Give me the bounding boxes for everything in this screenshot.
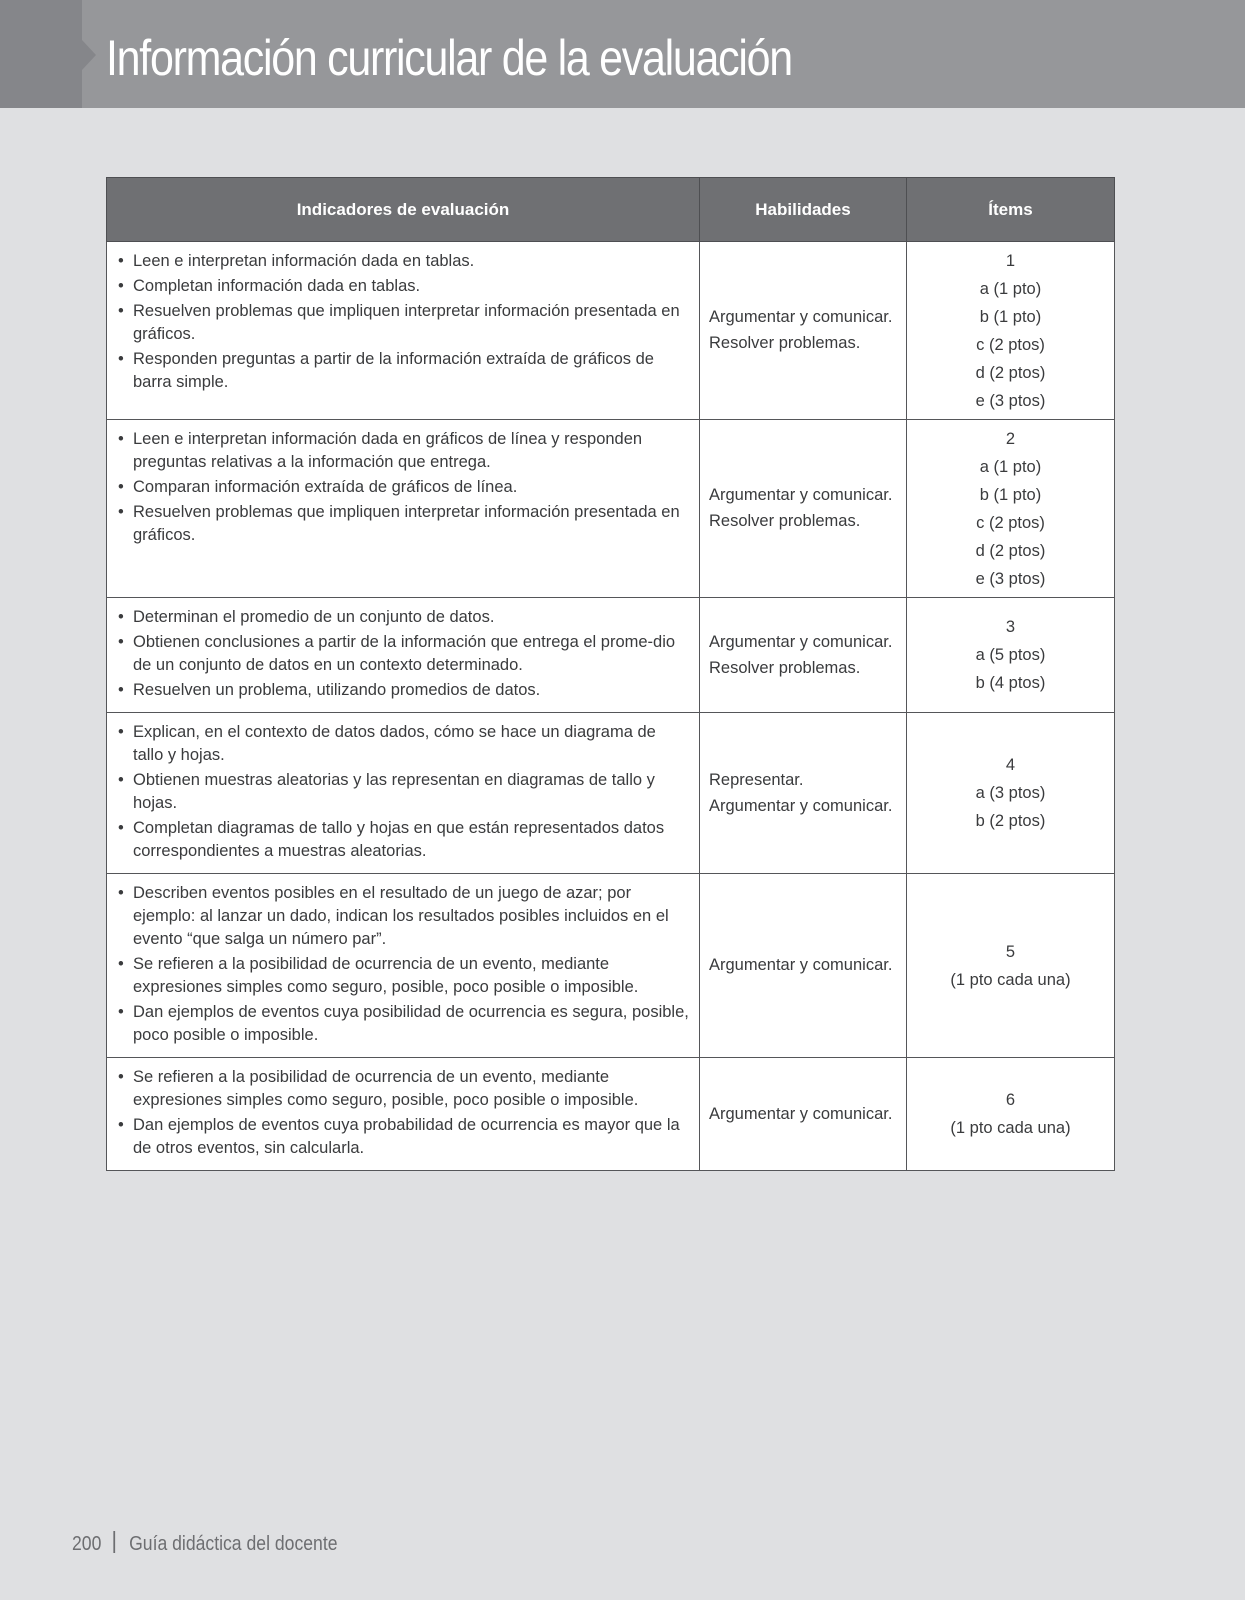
item-score: e (3 ptos) [975,569,1046,588]
indicator-item: • Resuelven problemas que impliquen interpretar información presentada en gráficos. [115,501,689,547]
indicator-item: • Resuelven problemas que impliquen interpretar información presentada en gráficos. [115,300,689,346]
item-score: c (2 ptos) [976,335,1045,354]
item-number: 4 [1005,756,1016,774]
skill-label: Resolver problemas. [709,512,861,530]
indicator-item: • Obtienen conclusiones a partir de la información que entrega el prome-dio de un conjunto de datos en un contexto determinado. [115,631,689,677]
table-row [107,1058,1115,1171]
item-score: e (3 ptos) [975,391,1046,410]
indicator-item: • Determinan el promedio de un conjunto de datos. [115,606,689,629]
table-row [107,420,1115,598]
item-score: c (2 ptos) [976,513,1045,532]
table-row [107,713,1115,874]
indicator-list [115,1066,689,1160]
items-cell [907,1058,1115,1171]
indicators-cell [107,420,700,598]
item-number: 5 [1005,942,1016,961]
skill-label: Resolver problemas. [709,334,861,352]
skills-cell [700,598,907,713]
indicator-item: • Explican, en el contexto de datos dados, cómo se hace un diagrama de tallo y hojas. [115,721,689,767]
header-arrow-icon [82,40,96,70]
indicator-list [115,882,689,1047]
indicator-item: • Obtienen muestras aleatorias y las representan en diagramas de tallo y hojas. [115,769,689,815]
indicator-list [115,250,689,394]
skills-cell [700,420,907,598]
item-score: a (1 pto) [979,279,1042,298]
item-score: (1 pto cada una) [950,1119,1071,1137]
items-cell [907,420,1115,598]
indicator-item: • Describen eventos posibles en el resultado de un juego de azar; por ejemplo: al lanzar un dado, indican los resultados posibles incluidos en el evento “que salga un número par”. [115,882,689,951]
indicator-item: • Comparan información extraída de gráficos de línea. [115,476,689,499]
indicator-item: • Dan ejemplos de eventos cuya posibilidad de ocurrencia es segura, posible, poco posible o imposible. [115,1001,689,1047]
curriculum-table [106,177,1115,1171]
indicators-cell [107,242,700,420]
item-number: 2 [1005,429,1016,448]
page-footer [72,1531,337,1556]
table-body [107,242,1115,1171]
item-score: a (3 ptos) [975,784,1046,802]
header-skills: Habilidades [700,178,907,242]
indicators-cell [107,1058,700,1171]
skill-label: Argumentar y comunicar. [709,486,893,504]
skill-label: Argumentar y comunicar. [709,796,893,815]
skills-cell [700,713,907,874]
skills-cell [700,874,907,1058]
header-indicators: Indicadores de evaluación [107,178,700,242]
indicator-list [115,721,689,863]
item-score: b (4 ptos) [975,674,1046,692]
indicator-item: • Resuelven un problema, utilizando promedios de datos. [115,679,689,702]
indicator-list [115,606,689,702]
item-number: 1 [1005,251,1016,270]
footer-divider [114,1531,115,1553]
skill-label: Argumentar y comunicar. [709,632,893,651]
items-cell [907,874,1115,1058]
item-score: b (2 ptos) [975,812,1046,830]
skill-label: Resolver problemas. [709,658,861,677]
indicator-item: • Dan ejemplos de eventos cuya probabilidad de ocurrencia es mayor que la de otros eventos, sin calcularla. [115,1114,689,1160]
item-score: a (1 pto) [979,457,1042,476]
page-header [0,0,1245,108]
indicator-list [115,428,689,547]
indicator-item: • Completan información dada en tablas. [115,275,689,298]
table-row [107,874,1115,1058]
page-title: Información curricular de la evaluación [106,30,792,86]
indicators-cell [107,874,700,1058]
skills-cell [700,1058,907,1171]
indicator-item: • Leen e interpretan información dada en gráficos de línea y responden preguntas relativas a la información que entrega. [115,428,689,474]
item-number: 6 [1005,1091,1016,1109]
items-cell [907,242,1115,420]
table-header-row [107,178,1115,242]
item-score: b (1 pto) [979,307,1042,326]
skill-label: Representar. [709,770,804,789]
indicator-item: • Completan diagramas de tallo y hojas en que están representados datos correspondientes a muestras aleatorias. [115,817,689,863]
item-score: a (5 ptos) [975,646,1046,664]
items-cell [907,598,1115,713]
book-title: Guía didáctica del docente [129,1533,338,1555]
indicators-cell [107,713,700,874]
item-score: d (2 ptos) [975,363,1046,382]
skills-cell [700,242,907,420]
table-row [107,242,1115,420]
indicator-item: • Se refieren a la posibilidad de ocurrencia de un evento, mediante expresiones simples como seguro, posible, poco posible o imposible. [115,953,689,999]
skill-label: Argumentar y comunicar. [709,956,893,974]
indicator-item: • Responden preguntas a partir de la información extraída de gráficos de barra simple. [115,348,689,394]
skill-label: Argumentar y comunicar. [709,1104,893,1123]
header-tab [0,0,82,108]
table-row [107,598,1115,713]
item-score: d (2 ptos) [975,541,1046,560]
page-number: 200 [72,1533,102,1555]
header-items: Ítems [907,178,1115,242]
items-cell [907,713,1115,874]
item-score: (1 pto cada una) [950,970,1071,989]
item-score: b (1 pto) [979,485,1042,504]
skill-label: Argumentar y comunicar. [709,308,893,326]
indicators-cell [107,598,700,713]
item-number: 3 [1005,618,1016,636]
indicator-item: • Se refieren a la posibilidad de ocurrencia de un evento, mediante expresiones simples como seguro, posible, poco posible o imposible. [115,1066,689,1112]
indicator-item: • Leen e interpretan información dada en tablas. [115,250,689,273]
